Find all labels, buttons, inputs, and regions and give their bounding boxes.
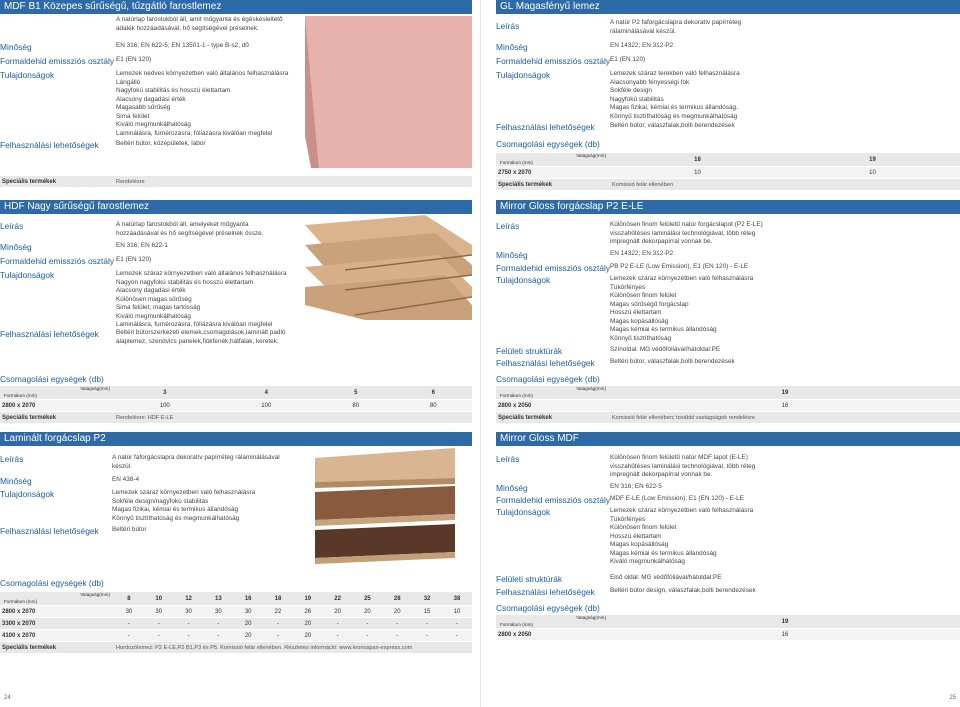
formaldehyde-label: Formaldehid emissziós osztály	[0, 256, 115, 266]
description: Különösen finom felületű natúr forgácslapot (P2 E-LE) visszahűtéses laminálási technológiával, több réteg impregnált dekorpapírral vonnak be.	[610, 221, 763, 245]
properties-list: Lemezek száraz környezetben való felhasználásra Tükörfényes Különösen finom felület Magas sűrűségű forgácslap Hosszú élettartam Magas kopásállóság Magas kémiai és termikus állandóság Könnyű tisztíthatóság	[610, 275, 754, 342]
quality-label: Minőség	[496, 483, 528, 493]
properties-label: Tulajdonságok	[496, 507, 551, 517]
formaldehyde-value: E1 (EN 120)	[610, 56, 646, 63]
table-row: 2750 x 2070 10 10	[496, 167, 960, 179]
formaldehyde-value: E1 (EN 120)	[116, 56, 152, 63]
quality-value: EN 316; EN 622-5; EN 13501-1 - type B-s2, d0	[116, 42, 249, 49]
section-mirror-gloss-p2	[496, 200, 960, 430]
usage-label: Felhasználási lehetőségek	[496, 122, 595, 132]
properties-list: Lemezek száraz környezetben való felhasználásra Sokféle design/nagyfokú stabilitás Magas fizikai, kémiai és termikus állandóság Könnyű tisztíthatóság és megmunkálhatóság	[112, 489, 256, 522]
packaging-table	[496, 153, 960, 191]
properties-label: Tulajdonságok	[0, 489, 55, 499]
properties-list: Lemezek száraz terekben való felhasználásra Alacsonyabb fényességi fok Sokféle design Nagyfokú stabilitás Magas fizikai, kémiai és termikus állandóság. Könnyű tisztíthatóság és megmunkálhatóság	[610, 70, 740, 120]
formaldehyde-label: Formaldehid emissziós osztály	[496, 495, 611, 505]
description: Különösen finom felületű natúr MDF lapot (E-LE) visszahűtéses laminálási technológiával, több réteg impregnált dekorpapírral vonnak be.	[610, 454, 756, 478]
hdf-board-image	[305, 215, 472, 320]
section-mdf-b1	[0, 0, 472, 200]
surface-structure-value: Színoldal: MG védőfóliával/hátoldal:PE	[610, 346, 721, 353]
surface-structure-label: Felületi struktúrák	[496, 574, 563, 584]
section-title: GL Magasfényű lemez	[496, 0, 960, 14]
formaldehyde-value: E1 (EN 120)	[116, 256, 152, 263]
description-label: Leírás	[496, 221, 520, 231]
usage-label: Felhasználási lehetőségek	[0, 526, 99, 536]
table-row: 4100 x 2070 - - - - 20 - 20 - - - - -	[0, 630, 472, 642]
section-laminalt-p2	[0, 432, 472, 662]
section-mirror-gloss-mdf	[496, 432, 960, 662]
usage-label: Felhasználási lehetőségek	[496, 358, 595, 368]
quality-value: EN 14322; EN 312-P2	[610, 42, 674, 49]
table-row: 2800 x 2050 16	[496, 629, 960, 641]
surface-structure-value: Első oldal: MG védőfóliával/hátoldal:PE	[610, 574, 722, 581]
table-header-row: Formátum (mm) Vatagság(mm) 19	[496, 615, 960, 629]
table-row: 2800 x 2050 16	[496, 400, 960, 412]
usage-label: Felhasználási lehetőségek	[0, 329, 99, 339]
section-hdf	[0, 200, 472, 430]
table-row: 3300 x 2070 - - - - 20 - 20 - - - - -	[0, 618, 472, 630]
packaging-table	[496, 386, 960, 424]
packaging-label: Csomagolási egységek (db)	[496, 374, 600, 384]
section-title: HDF Nagy sűrűségű farostlemez	[0, 200, 472, 214]
page-fold	[480, 0, 481, 707]
description: A natúr P2 faforgácslapra dekoratív papírréteg rálaminálásával készül.	[610, 19, 742, 35]
properties-list: Lemezek száraz környezetben való általános felhasználásra Nagyon nagyfokú stabilitás és hosszú élettartam Alacsony dagadási érték Különösen magas sűrűség Sima felület, magas tartósság Kiváló megmunkálhatóság Laminálásra, furnérozásra, fóliázásra kiválóan megfelel	[116, 270, 287, 328]
description-label: Leírás	[0, 454, 24, 464]
page-number-right: 25	[949, 695, 956, 701]
usage-value: Beltéri bútor	[112, 526, 147, 533]
usage-value: Beltéri bútor, válaszfalak,bolti berendezések	[610, 122, 735, 129]
quality-value: EN 316; EN 622-1	[116, 242, 168, 249]
usage-value: Beltéri bútorszerkezeti elemek,csomagolások,laminált padló alaplemez, szendvics panelek,fiókfenék,hátfalak, keretek.	[116, 329, 286, 345]
properties-label: Tulajdonságok	[0, 270, 55, 280]
description-label: Leírás	[0, 221, 24, 231]
section-title: Mirror Gloss MDF	[496, 432, 960, 446]
packaging-label: Csomagolási egységek (db)	[0, 374, 104, 384]
description: A natúrlap farostokból áll, amelyeket műgyanta hozzáadásával és hő segítségével préselnek össze.	[116, 221, 264, 237]
quality-label: Minőség	[0, 242, 32, 252]
properties-label: Tulajdonságok	[496, 275, 551, 285]
table-header-row: Formátum (mm) Vatagság(mm) 3 4 5 6	[0, 386, 472, 400]
special-products-row: Speciális termékek Hordozólemez: P2 E-LE,P2 B1,P3 és P5. Komissió felár ellenében. Részletes információ: www.kronospan-express.com	[0, 642, 472, 654]
packaging-table	[0, 592, 472, 654]
packaging-label: Csomagolási egységek (db)	[496, 139, 600, 149]
packaging-table	[496, 615, 960, 641]
mdf-b1-board-image	[305, 16, 472, 168]
table-row: 2800 x 2070 30 30 30 30 30 22 26 20 20 20 15 10	[0, 606, 472, 618]
laminalt-board-image	[305, 448, 472, 566]
special-products-row: Speciális termékek Komissió felár ellenében; további vastagságok rendelésre	[496, 412, 960, 424]
quality-label: Minőség	[496, 42, 528, 52]
page-number-left: 24	[4, 695, 11, 701]
formaldehyde-value: MDF E-LE (Low Emission); E1 (EN 120) - E-LE	[610, 495, 744, 502]
quality-label: Minőség	[496, 250, 528, 260]
quality-value: EN 14322; EN 312-P2	[610, 250, 674, 257]
formaldehyde-value: PB P2 E-LE (Low Emission), E1 (EN 120) - E-LE	[610, 263, 749, 270]
packaging-label: Csomagolási egységek (db)	[0, 578, 104, 588]
description-label: Leírás	[496, 454, 520, 464]
usage-value: Beltéri bútor, középületek, labor	[116, 140, 206, 147]
properties-list: Lemezek nedves környezetben való általános felhasználásra Lángálló Nagyfokú stabilitás és hosszú élettartam Alacsony dagadási érték Magasabb sűrűség Sima felület Kiváló megmunkálhatóság Laminálásra, furnérozásra, fóliázásra kiválóan megfelel	[116, 70, 289, 137]
formaldehyde-label: Formaldehid emissziós osztály	[496, 263, 611, 273]
special-products-row: Speciális termékek Komissió felár ellenében	[496, 179, 960, 191]
table-header-row: Formátum (mm) Vatagság(mm) 18 19	[496, 153, 960, 167]
table-row: 2800 x 2070 100 100 80 80	[0, 400, 472, 412]
description: A natúr faforgácslapra dekoratív papírréteg rálaminálásával készül.	[112, 454, 280, 470]
surface-structure-label: Felületi struktúrák	[496, 346, 563, 356]
packaging-table	[0, 386, 472, 424]
section-title: Laminált forgácslap P2	[0, 432, 472, 446]
section-gl	[496, 0, 960, 200]
properties-label: Tulajdonságok	[496, 70, 551, 80]
description-label: Leírás	[496, 21, 520, 31]
quality-label: Minőség	[0, 42, 32, 52]
table-header-row: Formátum (mm) Vatagság(mm) 8 10 12 13 16 18 19 22 25 28 32 38	[0, 592, 472, 606]
formaldehyde-label: Formaldehid emissziós osztály	[0, 56, 115, 66]
usage-value: Beltéri bútor, válaszfalak,bolti berendezések	[610, 358, 735, 365]
special-products-row: Speciális termékek Rendelésre	[0, 176, 472, 188]
section-title: Mirror Gloss forgácslap P2 E-LE	[496, 200, 960, 214]
properties-list: Lemezek száraz környezetben való felhasználásra Tükörfényes Különösen finom felület Hosszú élettartam Magas kopásállóság Magas kémiai és termikus állandóság Kiváló megmunkálhatóság	[610, 507, 754, 565]
quality-value: EN 316; EN 622-5	[610, 483, 662, 490]
description: A natúrlap farostokból áll, amit műgyanta és égéskésleltető adalék hozzáadásával, hő segítségével préselnek.	[116, 16, 283, 32]
usage-label: Felhasználási lehetőségek	[0, 140, 99, 150]
usage-label: Felhasználási lehetőségek	[496, 587, 595, 597]
formaldehyde-label: Formaldehid emissziós osztály	[496, 56, 611, 66]
quality-value: EN 438-4	[112, 476, 139, 483]
section-title: MDF B1 Közepes sűrűségű, tűzgátló farostlemez	[0, 0, 472, 14]
packaging-label: Csomagolási egységek (db)	[496, 603, 600, 613]
usage-value: Beltéri bútor design, válaszfalak,bolti berendezések	[610, 587, 756, 594]
table-header-row: Formátum (mm) Vatagság(mm) 19	[496, 386, 960, 400]
special-products-row: Speciális termékek Rendelésre: HDF E-LE	[0, 412, 472, 424]
properties-label: Tulajdonságok	[0, 70, 55, 80]
quality-label: Minőség	[0, 476, 32, 486]
